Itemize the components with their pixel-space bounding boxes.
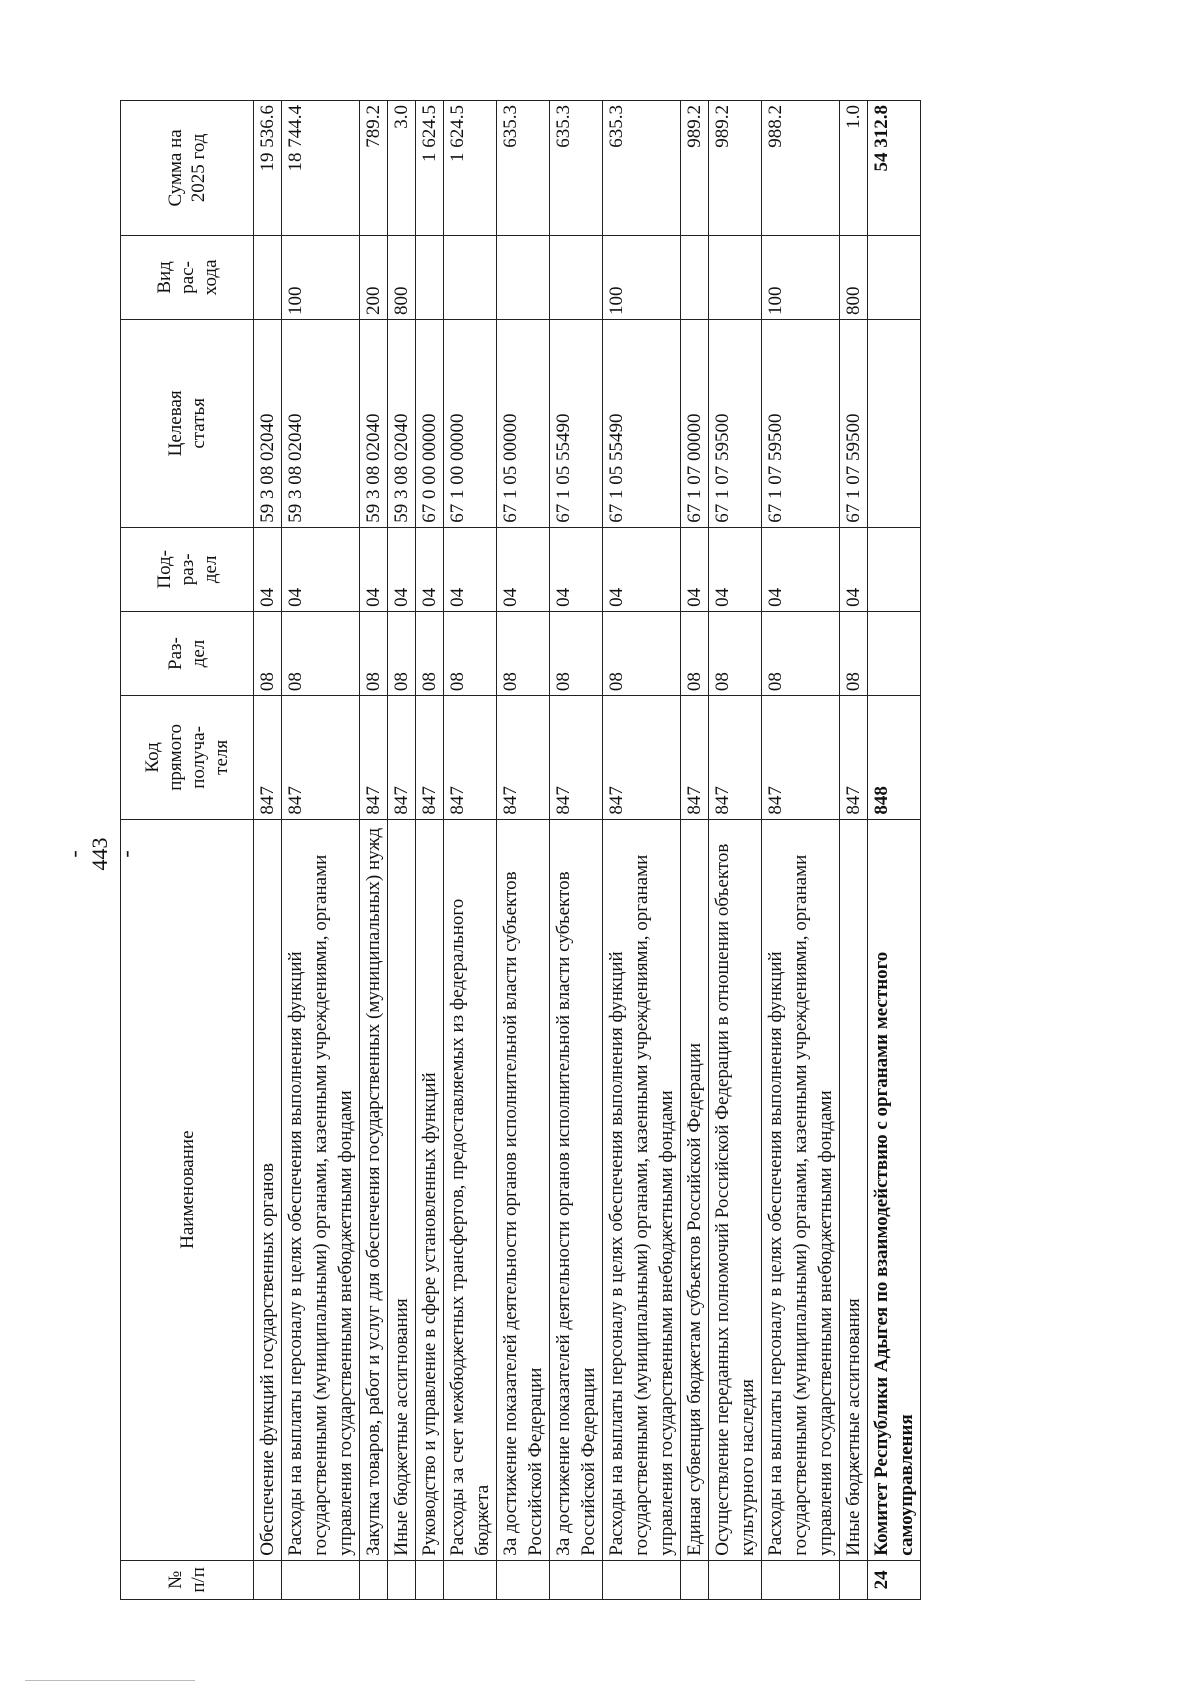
row-name: Обеспечение функций государственных органов (254, 819, 282, 1560)
row-section: 08 (388, 611, 416, 695)
row-subsection: 04 (709, 527, 762, 611)
row-target-item: 67 1 07 59500 (709, 320, 762, 528)
row-subsection: 04 (360, 527, 388, 611)
row-subsection: 04 (762, 527, 840, 611)
row-subsection: 04 (603, 527, 681, 611)
row-expense-type (497, 235, 550, 319)
row-name: Закупка товаров, работ и услуг для обеспечения государственных (муниципальных) нужд (360, 819, 388, 1560)
row-section: 08 (681, 611, 709, 695)
row-number (840, 1560, 868, 1599)
row-expense-type (550, 235, 603, 319)
row-number (550, 1560, 603, 1599)
table-row (840, 101, 868, 1600)
row-sum: 635.3 (497, 101, 550, 236)
row-target-item: 67 0 00 00000 (416, 320, 444, 528)
row-sum: 989.2 (709, 101, 762, 236)
row-sum: 635.3 (603, 101, 681, 236)
row-expense-type: 100 (603, 235, 681, 319)
row-subsection: 04 (388, 527, 416, 611)
row-expense-type (868, 235, 921, 319)
row-sum: 989.2 (681, 101, 709, 236)
table-row (868, 101, 921, 1600)
row-recipient-code: 847 (416, 696, 444, 820)
row-target-item: 67 1 05 55490 (550, 320, 603, 528)
row-recipient-code: 847 (360, 696, 388, 820)
table-row (388, 101, 416, 1600)
row-sum: 789.2 (360, 101, 388, 236)
row-number (282, 1560, 360, 1599)
row-recipient-code: 847 (388, 696, 416, 820)
row-expense-type: 200 (360, 235, 388, 319)
row-subsection: 04 (254, 527, 282, 611)
header-recipient-code: Код прямого получа- теля (121, 696, 254, 820)
row-number: 24 (868, 1560, 921, 1599)
row-section: 08 (360, 611, 388, 695)
row-section: 08 (416, 611, 444, 695)
row-section (868, 611, 921, 695)
row-number (497, 1560, 550, 1599)
table-row (416, 101, 444, 1600)
row-section: 08 (762, 611, 840, 695)
row-recipient-code: 847 (254, 696, 282, 820)
table-row (282, 101, 360, 1600)
row-name: Комитет Республики Адыгея по взаимодействию с органами местного самоуправления (868, 819, 921, 1560)
row-target-item: 59 3 08 02040 (282, 320, 360, 528)
row-section: 08 (254, 611, 282, 695)
row-expense-type (254, 235, 282, 319)
row-number (709, 1560, 762, 1599)
row-name: Иные бюджетные ассигнования (388, 819, 416, 1560)
row-name: За достижение показателей деятельности органов исполнительной власти субъектов Российской Федерации (497, 819, 550, 1560)
row-subsection (868, 527, 921, 611)
row-recipient-code: 847 (840, 696, 868, 820)
row-target-item: 67 1 00 00000 (444, 320, 497, 528)
row-subsection: 04 (497, 527, 550, 611)
row-expense-type (416, 235, 444, 319)
row-section: 08 (603, 611, 681, 695)
row-section: 08 (444, 611, 497, 695)
row-recipient-code: 847 (762, 696, 840, 820)
row-recipient-code: 847 (603, 696, 681, 820)
row-number (416, 1560, 444, 1599)
row-sum: 18 744.4 (282, 101, 360, 236)
row-section: 08 (497, 611, 550, 695)
row-target-item: 59 3 08 02040 (254, 320, 282, 528)
row-target-item: 67 1 07 59500 (762, 320, 840, 528)
page-number: - 443 - (61, 837, 138, 871)
table-row (497, 101, 550, 1600)
table-header-row (121, 101, 254, 1600)
header-expense-type: Вид рас- хода (121, 235, 254, 319)
row-section: 08 (709, 611, 762, 695)
row-sum: 54 312.8 (868, 101, 921, 236)
row-name: Руководство и управление в сфере установленных функций (416, 819, 444, 1560)
row-number (388, 1560, 416, 1599)
table-body (254, 101, 921, 1600)
row-expense-type (681, 235, 709, 319)
row-expense-type (444, 235, 497, 319)
row-recipient-code: 847 (497, 696, 550, 820)
row-number (762, 1560, 840, 1599)
row-recipient-code: 847 (550, 696, 603, 820)
row-target-item: 59 3 08 02040 (360, 320, 388, 528)
row-target-item (868, 320, 921, 528)
header-subsection: Под- раз- дел (121, 527, 254, 611)
row-target-item: 67 1 07 59500 (840, 320, 868, 528)
row-expense-type: 800 (388, 235, 416, 319)
row-expense-type: 800 (840, 235, 868, 319)
row-sum: 635.3 (550, 101, 603, 236)
row-subsection: 04 (550, 527, 603, 611)
row-expense-type (709, 235, 762, 319)
scan-edge-mark (25, 1680, 195, 1685)
row-name: Расходы на выплаты персоналу в целях обеспечения выполнения функций государственными (муниципальными) органами, казенными учреждениями, органами управления государственными внебюджетными фондами (762, 819, 840, 1560)
table-row (360, 101, 388, 1600)
row-name: За достижение показателей деятельности органов исполнительной власти субъектов Российской Федерации (550, 819, 603, 1560)
table-row (762, 101, 840, 1600)
row-subsection: 04 (282, 527, 360, 611)
row-number (254, 1560, 282, 1599)
row-section: 08 (282, 611, 360, 695)
row-expense-type: 100 (762, 235, 840, 319)
row-number (603, 1560, 681, 1599)
table-row (444, 101, 497, 1600)
row-sum: 3.0 (388, 101, 416, 236)
row-sum: 988.2 (762, 101, 840, 236)
row-name: Расходы за счет межбюджетных трансфертов, предоставляемых из федерального бюджета (444, 819, 497, 1560)
row-subsection: 04 (444, 527, 497, 611)
budget-table (120, 100, 921, 1600)
row-number (444, 1560, 497, 1599)
table-row (681, 101, 709, 1600)
row-recipient-code: 847 (681, 696, 709, 820)
table-row (550, 101, 603, 1600)
header-target-item: Целевая статья (121, 320, 254, 528)
row-name: Единая субвенция бюджетам субъектов Российской Федерации (681, 819, 709, 1560)
table-row (709, 101, 762, 1600)
row-expense-type: 100 (282, 235, 360, 319)
header-sum-2025: Сумма на 2025 год (121, 101, 254, 236)
table-row (254, 101, 282, 1600)
row-subsection: 04 (840, 527, 868, 611)
row-recipient-code: 847 (282, 696, 360, 820)
header-section: Раз- дел (121, 611, 254, 695)
row-recipient-code: 847 (709, 696, 762, 820)
row-target-item: 59 3 08 02040 (388, 320, 416, 528)
row-sum: 19 536.6 (254, 101, 282, 236)
row-target-item: 67 1 07 00000 (681, 320, 709, 528)
row-section: 08 (840, 611, 868, 695)
row-name: Осуществление переданных полномочий Российской Федерации в отношении объектов культурного наследия (709, 819, 762, 1560)
row-recipient-code: 848 (868, 696, 921, 820)
row-number (681, 1560, 709, 1599)
row-name: Расходы на выплаты персоналу в целях обеспечения выполнения функций государственными (муниципальными) органами, казенными учреждениями, органами управления государственными внебюджетными фондами (282, 819, 360, 1560)
row-number (360, 1560, 388, 1599)
table-row (603, 101, 681, 1600)
row-sum: 1.0 (840, 101, 868, 236)
rotated-table-container (120, 100, 1080, 1600)
row-name: Расходы на выплаты персоналу в целях обеспечения выполнения функций государственными (муниципальными) органами, казенными учреждениями, органами управления государственными внебюджетными фондами (603, 819, 681, 1560)
row-recipient-code: 847 (444, 696, 497, 820)
row-section: 08 (550, 611, 603, 695)
row-name: Иные бюджетные ассигнования (840, 819, 868, 1560)
row-sum: 1 624.5 (444, 101, 497, 236)
row-target-item: 67 1 05 00000 (497, 320, 550, 528)
row-sum: 1 624.5 (416, 101, 444, 236)
row-target-item: 67 1 05 55490 (603, 320, 681, 528)
row-subsection: 04 (416, 527, 444, 611)
header-number: № п/п (121, 1560, 254, 1599)
row-subsection: 04 (681, 527, 709, 611)
header-name: Наименование (121, 819, 254, 1560)
